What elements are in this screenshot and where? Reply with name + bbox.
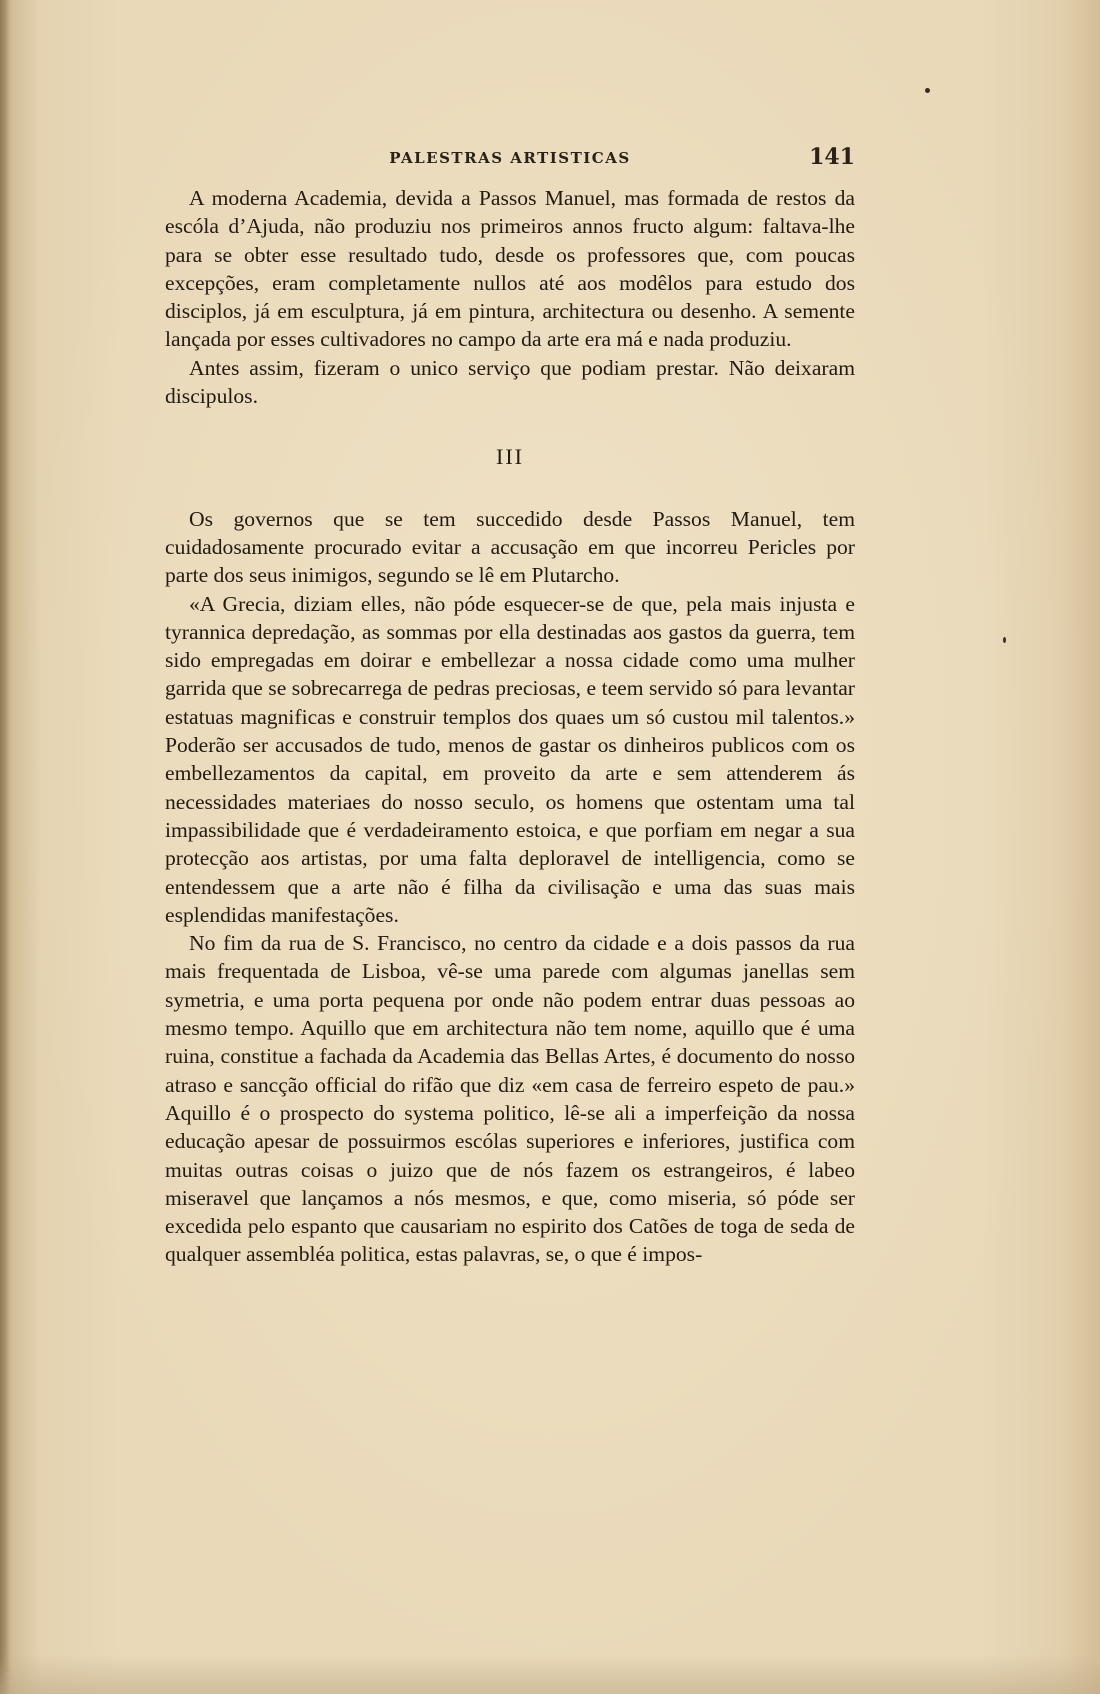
- section-heading: III: [496, 444, 524, 470]
- paragraph: A moderna Academia, devida a Passos Manuel, mas formada de restos da escóla d’Ajuda, não produziu nos primeiros annos fructo algum: faltava-lhe para se obter esse resultado tudo, desde os professores que, com poucas excepções, eram completamente nullos até aos modêlos para estudo dos disciplos, já em esculptura, já em pintura, architectura ou desenho. A semente lançada por esses cultivadores no campo da arte era má e nada produziu.: [165, 186, 855, 352]
- running-title: PALESTRAS ARTISTICAS: [389, 149, 631, 167]
- page-number: 141: [809, 144, 855, 170]
- paragraph: Antes assim, fizeram o unico serviço que podiam prestar. Não deixaram discipulos.: [165, 355, 855, 409]
- ink-speck-decoration: [925, 88, 930, 93]
- body-text: [165, 184, 855, 1269]
- paragraph: No fim da rua de S. Francisco, no centro da cidade e a dois passos da rua mais frequentada de Lisboa, vê-se uma parede com algumas janellas sem symetria, e uma porta pequena por onde não podem entrar duas pessoas ao mesmo tempo. Aquillo que em architectura não tem nome, aquillo que é uma ruina, constitue a fachada da Academia das Bellas Artes, é documento do nosso atraso e sancção official do rifão que diz «em casa de ferreiro espeto de pau.» Aquillo é o prospecto do systema politico, lê-se ali a imperfeição da nossa educação apesar de possuirmos escólas superiores e inferiores, justifica com muitas outras coisas o juizo que de nós fazem os estrangeiros, é labeo miseravel que lançamos a nós mesmos, e que, como miseria, só póde ser excedida pelo espanto que causariam no espirito dos Catões de toga de seda de qualquer assembléa politica, estas palavras, se, o que é impos-: [165, 931, 855, 1267]
- paragraph: «A Grecia, diziam elles, não póde esquecer-se de que, pela mais injusta e tyrannica depredação, as sommas por ella destinadas aos gastos da guerra, tem sido empregadas em doirar e embellezar a nossa cidade como uma mulher garrida que se sobrecarrega de pedras preciosas, e teem servido só para levantar estatuas magnificas e construir templos dos quaes um só custou mil talentos.» Poderão ser accusados de tudo, menos de gastar os dinheiros publicos com os embellezamentos da capital, em proveito da arte e sem attenderem ás necessidades materiaes do nosso seculo, os homens que ostentam uma tal impassibilidade que é verdadeiramento estoica, e que porfiam em negar a sua protecção aos artistas, por uma falta deploravel de intelligencia, como se entendessem que a arte não é filha da civilisação e uma das suas mais esplendidas manifestações.: [165, 591, 855, 927]
- ink-speck-decoration: [1003, 637, 1006, 643]
- paragraph: Os governos que se tem succedido desde Passos Manuel, tem cuidadosamente procurado evitar a accusação em que incorreu Pericles por parte dos seus inimigos, segundo se lê em Plutarcho.: [165, 506, 855, 588]
- page-header: [165, 146, 855, 172]
